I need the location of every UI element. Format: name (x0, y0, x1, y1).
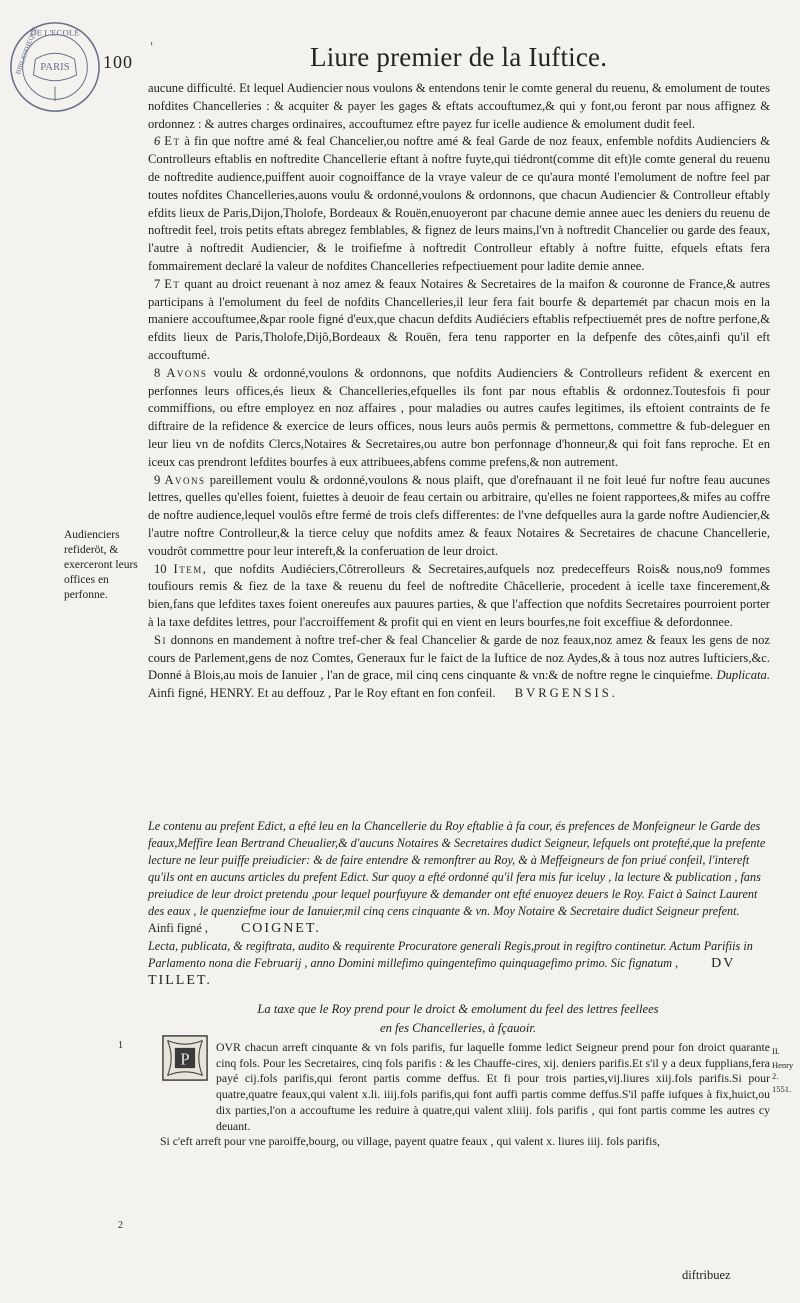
library-stamp (6, 18, 104, 116)
svg-text:DE L'ECOLE: DE L'ECOLE (30, 27, 80, 38)
enregistrement-note (148, 818, 768, 937)
running-head-title: Liure premier de la Iuftice. (310, 42, 608, 72)
tariff-paragraph: OVR chacun arreft cinquante & vn fols parifis, fur laquelle fomme ledict Seigneur prend pour fon droict quarante cinq fols. Pour les Secretaires, cinq fols parifis : & les Chauffe-cires, xij. deniers parifis.Et s'il y a deux fupplians,fera payé cij.fols parifis,qui feront partis comme deffus. Et fi pour trois parties,vij.liures xiij.fols parifis.Si pour quatre,quatre feaux,qui valent x.li. iiij.fols parifis,qui font auffi partis comme deffus.S'il paffe iufques à fix,huict,ou dix parties,l'on a accouftume les reduire à quatre,qui valent xliiij. fols parifis , qui font partis comme les autres cy deuant. (216, 1040, 770, 1133)
article-6 (148, 133, 770, 275)
signature-prefix: Ainfi figné , (148, 921, 208, 935)
signer-name: COIGNET. (240, 921, 321, 936)
paragraph-lead: Si (154, 632, 168, 647)
article-lead: Item, (173, 561, 208, 576)
article-text: que nofdits Audiéciers,Côtrerolleurs & Secretaires,aufquels noz predeceffeurs Rois& nous,no9 fommes toufiours remis & fiez de la taxe & reuenu du feel de noftredite Châcellerie, procedent à icelle taxe fincerement,& bien,fans que lefdites taxes foient onereufes aux pauures parties, & que l'affection que nofdits Secretaires pourroient porter à la taxe defdites lettres, pour l'accroiffement & profit qui en vient en leurs bourfes,ne foit exceffiue & defordonnee. (148, 561, 770, 629)
lecta-text: Lecta, publicata, & regiftrata, audito & requirente Procuratore generali Regis,prout in regiftro continetur. Actum Parifiis in Parlamento nona die Februarij , anno Domini millefimo quingentefimo quinquagefimo primo. Sic fignatum , (148, 939, 753, 970)
svg-text:PARIS: PARIS (40, 60, 70, 73)
article-text: pareillement voulu & ordonné,voulons & nous plaift, que d'orefnauant il ne foit leué fur noftre feau aucunes lettres, quelles qu'elles foient, fuiettes à deuoir de feau certain ou arbitraire, qu'elles ne foient rapportees,& mifes au coffre de noftre audience,lequel voulôs eftre fermé de trois clefs differentes: de l'vne defquelles aura la garde noftre Audiencier,& l'autre noftre Controlleur,& la tierce celuy que nofdits amez & feaux Notaires & Secretaires de chacune Chancellerie, voudrôt commettre pour leur intereft,& la conferuation de leur droict. (148, 472, 770, 558)
article-8 (148, 365, 770, 472)
signer-name: DV TILLET. (148, 956, 736, 988)
article-lead: Avons (164, 472, 206, 487)
paragraph-continued: aucune difficulté. Et lequel Audiencier nous voulons & entendons tenir le comte general du reuenu, & emolument de toutes nofdites Chancelleries : & acquiter & payer les gages & eftats accouftumez,& qui y font,ou feront par nous affignez & ordonnez : & autres charges ordinaires, accouftumez eftre payez fur icelle audience & emolument dudit feel. (148, 81, 770, 131)
tariff-number: 2 (118, 1220, 123, 1231)
tariff-number: 1 (118, 1040, 123, 1051)
article-text: à fin que noftre amé & feal Chancelier,ou noftre amé & feal Garde de noz feaux, enfemble nofdits Audienciers & Controlleurs eftablis en noftredite Chancellerie eftant à noftre fuyte,qui tiédront(comme dit eft)le comte general du reuenu de noftredite audience,puiffent auoir cognoiffance de la vraye valeur de ce qu'aura monté l'emolument de noftre feel par toutes nofdites Chancelleries,auons voulu & ordonné,voulons & ordonnons, que chacun Audiencier & Controlleur eftably efdits lieux de Paris,Dijon,Tholofe, Bordeaux & Rouën,enuoyeront par chacune demie annee auec les deniers du reuenu de noftredit feel, trois petits eftats abregez femblables, & fignez de leurs mains,l'vn à noftredit Chancelier ou garde des feaux, l'autre à noftredit Audiencier, & le troifiefme à noftredit Controlleur eftably à noftre fuitte, efquels eftats fera fommairement declaré la valeur de nofdites Chancelleries refpectiuement pour ladite demie annee. (148, 134, 771, 273)
right-margin-note: II. (772, 1046, 780, 1056)
heading-line: en fes Chancelleries, à fçauoir. (380, 1021, 536, 1035)
tariff-text (148, 1040, 770, 1150)
article-lead: Avons (166, 365, 208, 380)
mandement-paragraph (148, 632, 770, 703)
article-9 (148, 472, 770, 561)
main-text (148, 80, 770, 703)
svg-text:P: P (180, 1049, 190, 1069)
article-number: 6 (154, 134, 161, 149)
article-lead: Et (164, 276, 181, 291)
article-number: 9 (154, 472, 161, 487)
article-number: 8 (154, 365, 161, 380)
lecta-note (148, 938, 768, 989)
duplicata-label: Duplicata. (716, 668, 770, 683)
signature-line: Ainfi figné, HENRY. (148, 686, 255, 701)
page-mark: ' (150, 40, 154, 54)
heading-line: La taxe que le Roy prend pour le droict & emolument du feel des lettres feellees (257, 1002, 659, 1016)
signer-name: BVRGENSIS. (514, 686, 618, 701)
article-number: 10 (154, 561, 167, 576)
page-number: 100 (103, 52, 133, 72)
article-text: voulu & ordonné,voulons & ordonnons, que nofdits Audienciers & Controlleurs refident & exercent en perfonnes leurs offices,és lieux & Chancelleries,efquelles ils font par nous eftablis & ordonnez.Toutesfois fi pour commiffions, ou eftre employez en noz affaires , pour maladies ou autres caufes legitimes, ils eftoient contraints de fe diftraire de la refidence & exercice de leurs offices, nous leurs auôs permis & permettons, commettre & fub-deleguer en leur lieu vn de nofdits Clercs,Notaires & Secretaires,ou autre bon perfonnage d'honneur,& qui foit fans reproche. Et en iceux cas prendront lefdites bourfes à eux attribuees,abfens comme prefens,& non autrement. (148, 365, 770, 469)
article-7 (148, 276, 770, 365)
right-margin-note: 1551. (772, 1084, 792, 1094)
article-lead: Et (164, 134, 181, 149)
enregistrement-text: Le contenu au prefent Edict, a efté leu en la Chancellerie du Roy eftablie à fa cour, és prefences de Monfeigneur le Garde des feaux,Meffire Iean Bertrand Cheualier,& d'aucuns Notaires & Secretaires dudict Seigneur, lefquels ont protefté,que la prefente lecture ne leur puiffe preiudicier: & de faire entendre & remonftrer au Roy, & à Meffeigneurs de fon priué confeil, l'intereft qu'ils ont en aucuns articles du prefent Edict. Sur quoy a efté ordonné qu'il fera mis fur iceluy , la lecture & publication , fans preiudice de leur droict pretendu ,pour lequel pourfuyure & demander ont efté enuoyez deuers le Roy. Faict à Sainct Laurent des eaux , le quenziefme iour de Ianuier,mil cinq cens cinquante & vn. Moy Notaire & Secretaire dudict Seigneur prefent. (148, 819, 766, 918)
margin-note: Audienciers refideröt, & exerceront leurs offices en perfonne. (64, 529, 138, 601)
right-margin-note: Henry 2. (772, 1060, 794, 1081)
section-heading (148, 1000, 768, 1038)
svg-text:BIBLIOTHEQUE: BIBLIOTHEQUE (15, 25, 39, 76)
closing-line: Et au deffouz , Par le Roy eftant en fon confeil. (257, 686, 496, 701)
article-number: 7 (154, 276, 161, 291)
article-10 (148, 561, 770, 632)
tariff-paragraph: Si c'eft arreft pour vne paroiffe,bourg, ou village, payent quatre feaux , qui valent x. liures iiij. fols parifis, (160, 1134, 660, 1149)
article-text: quant au droict reuenant à noz amez & feaux Notaires & Secretaires de la maifon & couronne de France,& autres participans à l'emolument du feel de nofdits Chancelleries,il leur fera fait bourfe & departemét par chacun mois en la maniere accouftumee,&par roole figné d'eux,que chacun defdits Audiéciers eftablis refpectiuemét pres de noftre perfone,& efdits lieux de Paris,Tholofe,Dijô,Bordeaux & Rouën, fera tenu rapporter en la defpenfe des côtes,ainfi qu'il eft accouftumé. (148, 276, 770, 362)
catchword: diftribuez (682, 1268, 731, 1282)
paragraph-text: donnons en mandement à noftre tref-cher & feal Chancelier & garde de noz feaux,noz amez & feaux les gens de noz cours de Parlement,gens de noz Comtes, Generaux fur le faict de la Iuftice de noz Aydes,& à tous noz autres Iufticiers,&c. Donné à Blois,au mois de Ianuier , l'an de grace, mil cinq cens cinquante & vn:& de noftre regne le cinquiefme. (148, 632, 770, 683)
